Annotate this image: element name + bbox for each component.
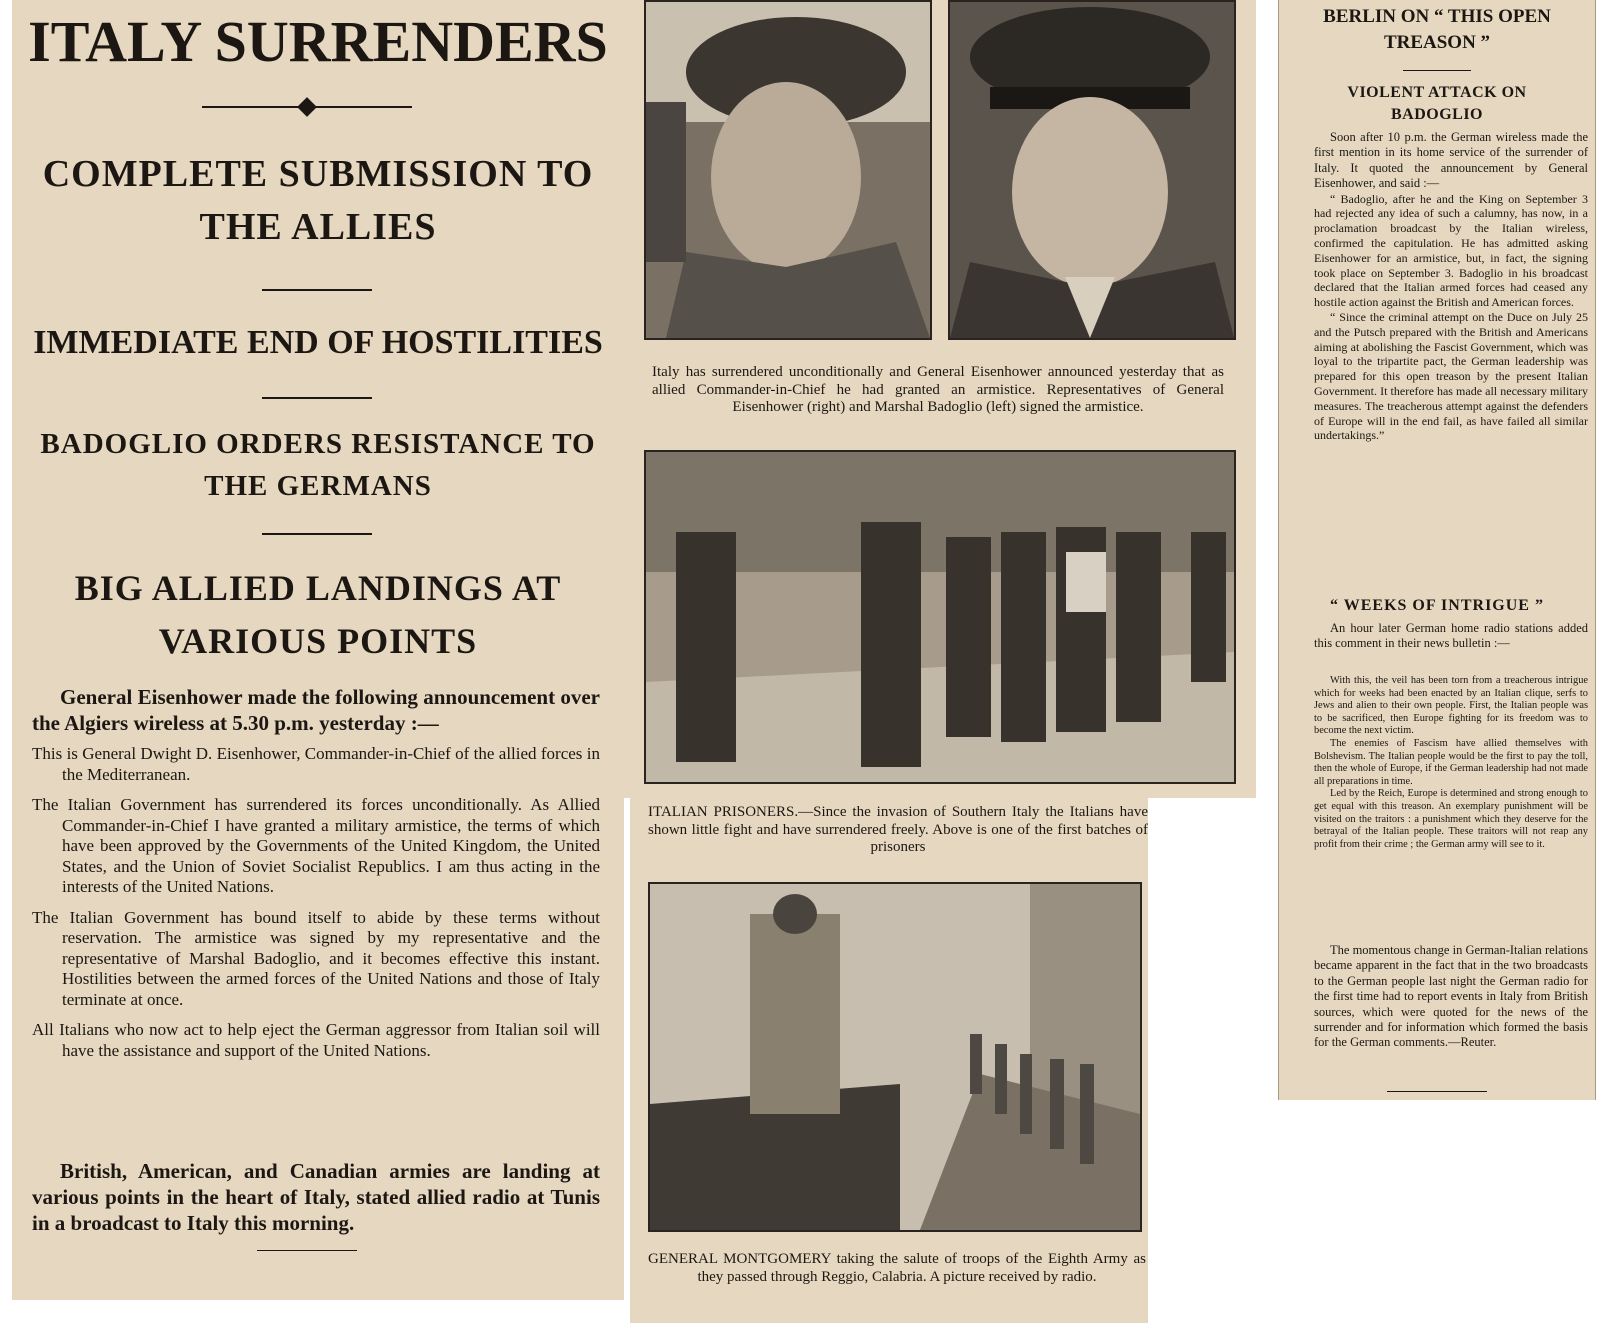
statement-paragraph: The Italian Government has bound itself to abide by these terms without reservation. The armistice was signed by my representative and the representative of Marshal Badoglio, and it becomes effective this instant. Hostilities between the armed forces of the United Nations and those of Italy terminate at once. — [32, 907, 600, 1009]
subhead-badoglio-2: THE GERMANS — [204, 470, 432, 502]
portrait-eisenhower-image — [950, 2, 1234, 338]
berlin-paragraph: “ Since the criminal attempt on the Duce on July 25 and the Putsch prepared with the British and Americans aiming at abolishing the Fascist Government, which was loyal to the tripartite pact, the German leadership was prepared for this open treason by the present Italian Government. It therefore has made all necessary military measures. The treacherous attempt against the defenders of Europe will in the end fail, as have failed all similar undertakings.” — [1314, 310, 1588, 443]
caption-armistice: Italy has surrendered unconditionally and General Eisenhower announced yesterday that as allied Commander-in-Chief he had granted an armistice. Representatives of General Eisenhower (right) and Marshal Badoglio (left) signed the armistice. — [652, 364, 1224, 415]
subhead-submission-1: COMPLETE SUBMISSION TO — [42, 153, 594, 195]
berlin-headline-1: BERLIN ON “ THIS OPEN — [1323, 6, 1551, 27]
photo-montgomery — [648, 882, 1142, 1232]
photo-badoglio — [644, 0, 932, 340]
photo-eisenhower — [948, 0, 1236, 340]
statement-paragraph: The Italian Government has surrendered its forces unconditionally. As Allied Commander-in-Chief I have granted a military armistice, the terms of which have been approved by the Governments of the United Kingdom, the United States, and the Union of Soviet Socialist Republics. I am thus acting in the interests of the United Nations. — [32, 795, 600, 896]
caption-montgomery: GENERAL MONTGOMERY taking the salute of troops of the Eighth Army as they passed through Reggio, Calabria. A picture received by radio. — [648, 1251, 1146, 1285]
portrait-badoglio-image — [646, 2, 930, 338]
final-paragraph: The momentous change in German-Italian relations became apparent in the fact that in the two broadcasts to the German people last night the German radio for the first time had to report events in Italy from British sources, which were quoted for the news of the surrender and for information which formed the basis for the German comments.—Reuter. — [1314, 943, 1588, 1050]
closing-paragraph: British, American, and Canadian armies are landing at various points in the heart of Italy, stated allied radio at Tunis in a broadcast to Italy this morning. — [32, 1159, 600, 1235]
montgomery-image — [650, 884, 1140, 1230]
intrigue-paragraph: An hour later German home radio stations added this comment in their news bulletin :— — [1314, 621, 1588, 651]
subhead-badoglio-1: BADOGLIO ORDERS RESISTANCE TO — [40, 428, 596, 460]
lead-paragraph: General Eisenhower made the following announcement over the Algiers wireless at 5.30 p.m. yesterday :— — [32, 685, 600, 735]
rule-3 — [262, 397, 372, 399]
headline: ITALY SURRENDERS — [28, 9, 608, 74]
berlin-subhead-2: BADOGLIO — [1390, 106, 1483, 123]
rule-ornament — [297, 97, 317, 117]
berlin-paragraph: Soon after 10 p.m. the German wireless made the first mention in its home service of the surrender of Italy. It quoted the announcement by General Eisenhower, and said :— — [1314, 130, 1588, 191]
bulletin-paragraph: Led by the Reich, Europe is determined and strong enough to get equal with this treason. An exemplary punishment will be visited on the traitors : a punishment which they deserve for the betrayal of the Italian people. These traitors will not reap any profit from their crime ; the German army will see to it. — [1314, 788, 1588, 850]
end-rule — [257, 1250, 357, 1251]
subhead-landings-1: BIG ALLIED LANDINGS AT — [74, 568, 562, 608]
main-article — [12, 0, 624, 1300]
final-body — [1284, 943, 1588, 1051]
intrigue-subhead: “ WEEKS OF INTRIGUE ” — [1330, 597, 1544, 614]
photo-prisoners — [644, 450, 1236, 784]
rule-2 — [262, 289, 372, 291]
subhead-submission-2: THE ALLIES — [199, 206, 437, 248]
berlin-rule — [1403, 70, 1471, 71]
berlin-paragraph: “ Badoglio, after he and the King on September 3 had rejected any idea of such a calumny, has now, in a proclamation broadcast by the Italian wireless, confirmed the capitulation. He has admitted asking Eisenhower for an armistice, but, in fact, the signing took place on September 3. Badoglio in his broadcast declared that the Italian armed forces had ceased any hostile action against the British and American forces. — [1314, 191, 1588, 310]
prisoners-image — [646, 452, 1234, 782]
subhead-landings-2: VARIOUS POINTS — [158, 621, 478, 661]
rule-4 — [262, 533, 372, 535]
bulletin-paragraph: With this, the veil has been torn from a treacherous intrigue which for weeks had been enacted by an Italian clique, serfs to Jews and alien to their own people. First, the Italian people was to be sacrificed, then Europe fighting for its freedom was to become the next victim. — [1314, 675, 1588, 737]
berlin-headline-2: TREASON ” — [1383, 32, 1491, 53]
berlin-body — [1284, 130, 1588, 443]
intrigue-body — [1284, 621, 1588, 652]
caption-prisoners: ITALIAN PRISONERS.—Since the invasion of Southern Italy the Italians have shown little fight and have surrendered freely. Above is one of the first batches of prisoners — [648, 804, 1148, 855]
berlin-end-rule — [1387, 1091, 1487, 1092]
statement-paragraph: All Italians who now act to help eject the German aggressor from Italian soil will have the assistance and support of the United Nations. — [32, 1020, 600, 1060]
statement-paragraph: This is General Dwight D. Eisenhower, Commander-in-Chief of the allied forces in the Mediterranean. — [32, 744, 600, 784]
bulletin-quote — [1284, 675, 1588, 851]
berlin-article — [1278, 0, 1596, 1100]
berlin-subhead-1: VIOLENT ATTACK ON — [1347, 84, 1527, 101]
bulletin-paragraph: The enemies of Fascism have allied themselves with Bolshevism. The Italian people would be the first to pay the toll, then the whole of Europe, if the German leadership had not made all preparations in time. — [1314, 737, 1588, 787]
statement-body — [32, 744, 600, 1071]
subhead-hostilities: IMMEDIATE END OF HOSTILITIES — [33, 324, 603, 361]
